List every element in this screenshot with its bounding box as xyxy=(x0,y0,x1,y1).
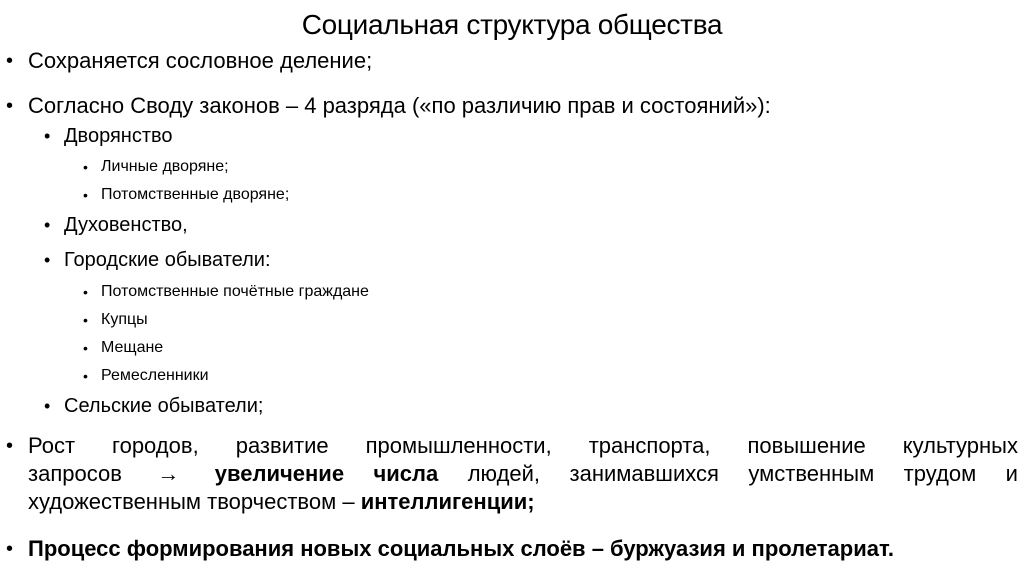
paragraph-line: Рост городов, развитие промышленности, транспорта, повышение культурных xyxy=(28,433,1018,458)
paragraph-text: художественным творчеством – xyxy=(28,489,355,514)
bullet-icon: • xyxy=(83,187,88,203)
bullet-icon: • xyxy=(83,284,88,300)
bullet-icon: • xyxy=(83,312,88,328)
subsublist-item-text: Личные дворяне; xyxy=(101,158,229,175)
list-item xyxy=(6,46,373,76)
list-item-text: Процесс формирования новых социальных слоёв – буржуазия и пролетариат. xyxy=(28,536,894,561)
list-item-paragraph xyxy=(6,432,1018,516)
sublist-item xyxy=(44,393,264,419)
subsublist-item xyxy=(83,365,209,387)
paragraph-text: людей, занимавшихся умственным трудом и xyxy=(467,461,1018,486)
subsublist-item-text: Ремесленники xyxy=(101,367,209,384)
subsublist-item xyxy=(83,184,290,206)
subsublist-item xyxy=(83,337,164,359)
sublist-item-text: Сельские обыватели; xyxy=(64,395,264,417)
sublist-item xyxy=(44,123,173,149)
subsublist-item-text: Потомственные дворяне; xyxy=(101,186,290,203)
slide-title: Социальная структура общества xyxy=(301,9,723,40)
bullet-icon: • xyxy=(6,95,14,117)
subsublist-item-text: Купцы xyxy=(101,311,148,328)
paragraph-line xyxy=(28,488,1018,516)
sublist-item xyxy=(44,212,188,238)
emphasis-text: увеличение числа xyxy=(214,461,439,486)
bullet-icon: • xyxy=(44,250,51,270)
subsublist-item-text: Потомственные почётные граждане xyxy=(101,283,369,300)
bullet-icon: • xyxy=(44,126,51,146)
bullet-icon: • xyxy=(6,50,14,72)
list-item-text: Согласно Своду законов – 4 разряда («по различию прав и состояний»): xyxy=(28,93,771,118)
emphasis-text: интеллигенции; xyxy=(360,489,535,514)
subsublist-item xyxy=(83,281,369,303)
bullet-icon: • xyxy=(44,215,51,235)
subsublist-item xyxy=(83,309,148,331)
list-item-text: Сохраняется сословное деление; xyxy=(28,48,373,73)
paragraph-text: запросов xyxy=(28,461,122,486)
bullet-icon: • xyxy=(83,340,88,356)
bullet-icon: • xyxy=(6,435,14,457)
list-item xyxy=(6,91,771,121)
bullet-icon: • xyxy=(83,368,88,384)
list-item xyxy=(6,534,894,564)
sublist-item-text: Городские обыватели: xyxy=(64,249,271,271)
sublist-item xyxy=(44,247,271,273)
bullet-icon: • xyxy=(83,159,88,175)
sublist-item-text: Духовенство, xyxy=(64,214,188,236)
subsublist-item-text: Мещане xyxy=(101,339,164,356)
subsublist-item xyxy=(83,156,229,178)
paragraph-line xyxy=(28,460,1018,488)
bullet-icon: • xyxy=(44,396,51,416)
bullet-icon: • xyxy=(6,538,14,560)
arrow-right-icon: → xyxy=(157,461,180,486)
sublist-item-text: Дворянство xyxy=(64,125,173,147)
